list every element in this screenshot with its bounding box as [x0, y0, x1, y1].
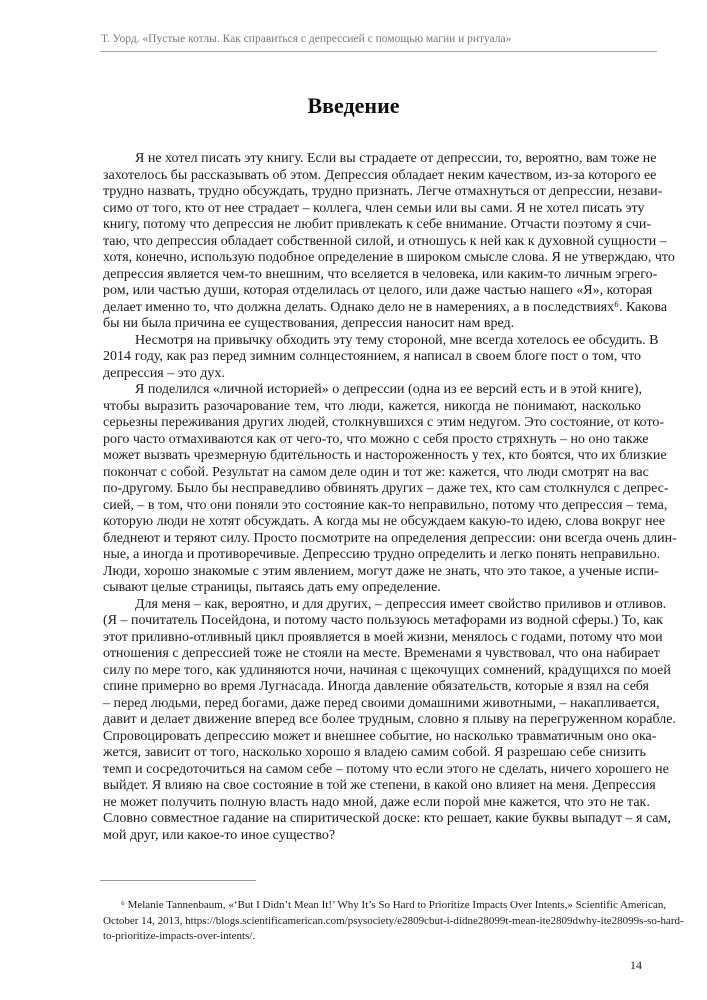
- text-line: Несмотря на привычку обходить эту тему стороной, мне всегда хотелось ее обсудить. В: [135, 332, 659, 348]
- text-line: симо от того, кто от нее страдает – коллега, член семьи или вы сами. Я не хотел писать эту: [103, 200, 645, 216]
- text-line: Люди, хорошо знакомые с этим явлением, могут даже не знать, что это такое, а ученые испи-: [103, 563, 659, 579]
- text-line: Я поделился «личной историей» о депрессии (одна из ее версий есть и в этой книге),: [135, 382, 643, 397]
- text-line: чтобы выразить разочарование тем, что люди, кажется, никогда не понимают, насколько: [103, 398, 641, 414]
- paragraph: [103, 332, 659, 383]
- running-header: Т. Уорд. «Пустые котлы. Как справиться с депрессией с помощью магии и ритуала»: [101, 33, 512, 45]
- page-number: 14: [630, 958, 642, 972]
- text-line: жется, зависит от того, насколько хорошо я владею самим собой. Я разрешаю себе снизить: [103, 745, 646, 760]
- chapter-title: Введение: [307, 93, 400, 118]
- footnote: [103, 898, 684, 945]
- text-line: этот приливно-отливный цикл проявляется в моей жизни, менялось с годами, потому что мои: [103, 629, 663, 645]
- text-line: отношения с депрессией тоже не стояли на месте. Временами я чувствовал, что она набирает: [103, 646, 660, 661]
- text-line: давит и делает движение вперед все более трудным, словно я плыву на перегруженном корабле.: [103, 712, 676, 727]
- body-text: [103, 151, 677, 844]
- text-line: может вызвать чрезмерную бдительность и настороженность у тех, кто боятся, что их близкие: [103, 448, 667, 463]
- text-line: сывают целые страницы, пытаясь дать ему определение.: [103, 580, 441, 595]
- paragraph: [103, 151, 675, 333]
- text-line: Для меня – как, вероятно, и для других, – депрессия имеет свойство приливов и отливов.: [135, 596, 667, 612]
- text-line: депрессия – это дух.: [103, 365, 225, 381]
- text-line: мой друг, или какое-то иное существо?: [103, 827, 336, 843]
- text-line: по-другому. Было бы несправедливо обвинять других – даже тех, кто сам столкнулся с депрес-: [103, 481, 669, 496]
- text-line: трудно назвать, трудно обсуждать, трудно признать. Легче отмахнуться от депрессии, незави-: [103, 184, 663, 199]
- text-line: выйдет. Я влияю на свое состояние в той же степени, в какой оно влияет на меня. Депрессия: [103, 778, 656, 793]
- text-line: покончат с собой. Результат на самом деле один и тот же: кажется, что люди смотрят на вас: [103, 464, 649, 480]
- footnote-line: ⁶ Melanie Tannenbaum, «‘But I Didn’t Mean It!’ Why It’s So Hard to Prioritize Impacts Over Intents,» Scientific American,: [121, 899, 667, 911]
- text-line: Я не хотел писать эту книгу. Если вы страдаете от депрессии, то, вероятно, вам тоже не: [135, 151, 657, 166]
- text-line: не может получить полную власть надо мной, даже если порой мне кажется, что это не так.: [103, 794, 650, 810]
- text-line: спине примерно во время Лугнасада. Иногда давление обязательств, которые я взял на себя: [103, 679, 649, 694]
- text-line: депрессия является чем-то внешним, что вселяется в человека, или каким-то личным эгрего-: [103, 266, 658, 282]
- paragraph: [103, 596, 676, 845]
- text-line: таю, что депрессия обладает собственной силой, и отношусь к ней как к духовной сущности –: [103, 233, 667, 249]
- text-line: хотя, конечно, использую подобное определение в широком смысле слова. Я не утверждаю, что: [103, 250, 675, 265]
- text-line: бы ни была причина ее существования, депрессия наносит нам вред.: [103, 316, 515, 331]
- text-line: ные, а иногда и противоречивые. Депрессию трудно определить и легко понять неправильно.: [103, 547, 661, 562]
- text-line: которую люди не хотят обсуждать. А когда мы не обсуждаем какую-то идею, слова вокруг нее: [103, 514, 666, 529]
- text-line: (Я – почитатель Посейдона, и потому часто пользуюсь метафорами из водной сферы.) То, как: [103, 613, 663, 628]
- text-line: рого часто отмахиваются как от чего-то, что можно с себя просто стряхнуть – но оно также: [103, 431, 649, 447]
- text-line: делает именно то, что должна делать. Однако дело не в намерениях, а в последствиях⁶. Какова: [103, 299, 668, 315]
- text-line: ром, или частью души, которая отделилась от целого, или даже частью нашего «Я», которая: [103, 283, 653, 298]
- text-line: 2014 году, как раз перед зимним солнцестоянием, я написал в своем блоге пост о том, что: [103, 349, 641, 364]
- footnote-line: to-prioritize-impacts-over-intents/.: [103, 930, 256, 942]
- text-line: захотелось бы рассказывать об этом. Депрессия обладает неким качеством, из-за которого ее: [103, 167, 657, 183]
- text-line: серьезны переживания других людей, столкнувшихся с этим недугом. Это состояние, от кото-: [103, 415, 665, 430]
- footnote-divider: [100, 880, 256, 881]
- footnote-line: October 14, 2013, https://blogs.scientificamerican.com/psysociety/e2809cbut-i-didne28099t-mean-ite2809dwhy-ite28099s-so-hard-: [103, 914, 684, 927]
- text-line: бледнеют и теряют силу. Просто посмотрите на определения депрессии: они всегда очень длин-: [103, 530, 677, 546]
- text-line: сией, – в том, что они поняли это состояние как-то неправильно, потому что депрессия – тема,: [103, 497, 668, 513]
- text-line: – перед людьми, перед богами, даже перед своими домашними животными, – накапливается,: [103, 695, 660, 711]
- text-line: книгу, потому что депрессия не любит привлекать к себе внимание. Отчасти поэтому я счи-: [103, 217, 652, 232]
- text-line: Словно совместное гадание на спиритической доске: кто решает, какие буквы выпадут – я сам,: [103, 811, 671, 826]
- text-line: темп и сосредоточиться на самом себе – потому что если этого не сделать, ничего хорошего не: [103, 761, 669, 777]
- header-divider: [100, 51, 657, 52]
- text-line: Спровоцировать депрессию может и внешнее событие, но насколько травматичным оно ока-: [103, 728, 657, 744]
- paragraph: [103, 382, 677, 597]
- text-line: силу по мере того, как удлиняются ночи, начиная с щекочущих сомнений, крадущихся по моей: [103, 662, 671, 678]
